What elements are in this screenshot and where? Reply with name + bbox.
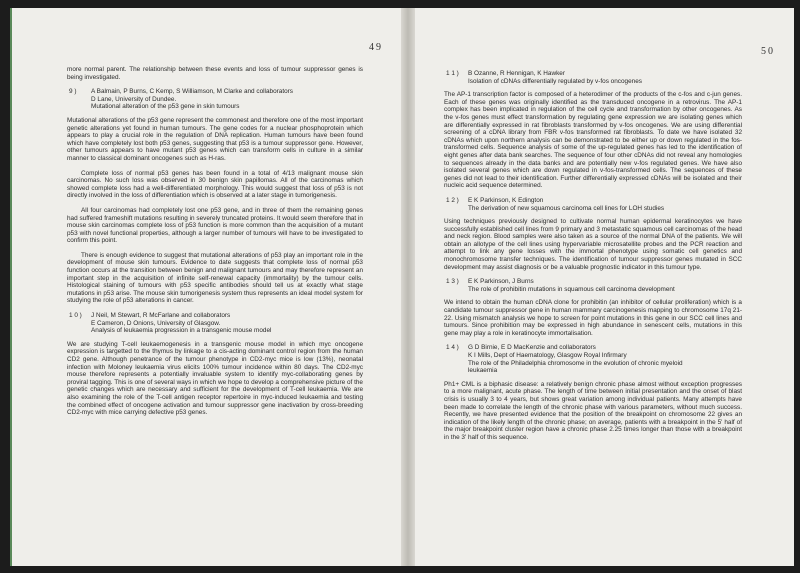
paragraph: more normal parent. The relationship between these events and loss of tumour suppressor genes is being investigated. xyxy=(67,66,363,81)
entry-number: 1 1 ) xyxy=(446,70,459,77)
entry-header xyxy=(67,312,363,335)
paragraph: All four carcinomas had completely lost one p53 gene, and in three of them the remaining genes had suffered frameshift mutations resulting in severely truncated proteins. It would seem therefore that in mouse skin carcinomas complete loss of p53 function is more common than the acquisition of a mutant p53 with novel functional properties, although a larger number of tumours will have to be investigated to confirm this point. xyxy=(67,206,363,245)
paragraph: Mutational alterations of the p53 gene represent the commonest and therefore one of the most important genetic alterations yet found in human tumours. The gene codes for a nuclear phosphoprotein which appears to play a crucial role in the regulation of DNA replication. Human tumours have been found which have completely lost both p53 genes, suggesting that p53 is a tumour suppressor gene. However, other tumours appears to have mutant p53 genes which can transform cells in culture in a similar manner to classical dominant oncogenes such as H-ras. xyxy=(67,116,363,162)
left-page xyxy=(12,8,401,566)
entry-header xyxy=(444,70,742,85)
paragraph: The AP-1 transcription factor is composed of a heterodimer of the products of the c-fos and c-jun genes. Each of these genes was originally identified as the transduced oncogene in a retrovirus. The AP-1 complex has been implicated in regulation of the cell cycle and transformation by other oncogenes. As the v-fos genes must effect transformation by regulating gene expression we are isolating genes which are differentially expressed in rat fibroblasts transformed by v-fos oncogenes. We are using differential screening of a cDNA library from FBR v-fos transformed rat fibroblasts. To date we have isolated 32 cDNAs which upon northern analysis can be demonstrated to be either up or down regulated in the fos-transformed cells. Sequence analysis of some of the up-regulated genes has led to the identification of eight genes after data bank searches. The sequence of four other cDNAs did not reveal any homologies to sequences already in the data banks and are potentially new v-fos regulated genes. We have also isolated several genes which are down regulated in v-fos-transformed cells. The sequences of these genes did not lead to their identification. Further differentially expressed cDNAs will be isolated and their nucleic acid sequence determined. xyxy=(444,91,742,190)
paragraph: Using techniques previously designed to cultivate normal human epidermal keratinocytes we have successfully established cell lines from 9 primary and 3 metastatic squamous cell carcinomas of the head and neck region. Blood samples were also taken as a source of the normal DNA of the patients. We will obtain an allotype of the cell lines using hypervariable microsatellite probes and the PCR reaction and attempt to link any gene losses with the immortal phenotype using somatic cell genetics and monochromosome transfer techniques. The identification of tumour suppressor genes mutated in SCC development may assist diagnosis or be a valuable prognostic indicator in this tumour type. xyxy=(444,218,742,271)
right-page xyxy=(415,8,794,566)
entry-header xyxy=(444,344,742,374)
book-spread xyxy=(10,8,794,566)
entry-number: 1 4 ) xyxy=(446,344,459,352)
paragraph: We are studying T-cell leukaemogenesis in a transgenic mouse model in which myc oncogene expression is targetted to the thymus by linkage to a cis-acting dominant control region from the human CD2 gene. Although penetrance of the tumour phenotype in CD2-myc mice is low (13%), neonatal infection with Moloney leukaemia virus elicits 100% tumour incidence within 80 days. The CD2-myc mouse therefore represents a potentially invaluable system to identify myc-collaborating genes by proviral tagging. This is one of several ways in which we hope to develop a comprehensive picture of the genetic changes which are necessary and sufficient for the development of T-cell leukaemia. We are also examining the role of the T-cell antigen receptor repertoire in myc-induced leukaemia and testing the combined effect of oncogene activation and tumour suppressor gene inactivation by cross-breeding CD2-myc with mice carrying defective p53 genes. xyxy=(67,340,363,417)
entry-title-continued: leukaemia xyxy=(468,367,498,375)
entry-authors: B Ozanne, R Hennigan, K Hawker xyxy=(468,70,565,77)
paragraph: We intend to obtain the human cDNA clone for prohibitin (an inhibitor of cellular proliferation) which is a candidate tumour suppressor gene in human mammary carcinogenesis mapping to chromosome 17q 21-22. Using mismatch analysis we hope to screen for point mutations in this gene in our SCC cell lines and tumours. Since prohibition may be expressed in high abundance in senescent cells, mutations in this gene may play a role in keratinocyte immortalisation. xyxy=(444,299,742,337)
entry-authors: E K Parkinson, J Burns xyxy=(468,278,534,286)
entry-header xyxy=(444,278,742,293)
entry-number: 1 3 ) xyxy=(446,278,459,286)
paragraph: Complete loss of normal p53 genes has been found in a total of 4/13 malignant mouse skin carcinomas. No such loss was observed in 30 benign skin papillomas. All of the carcinomas which showed complete loss had a well-differentiated morphology. This would suggest that loss of p53 is not directly involved in the loss of differentiation which is observed at a later stage in tumorigenesis. xyxy=(67,169,363,200)
entry-authors: E K Parkinson, K Edington xyxy=(468,196,544,204)
entry-number: 9 ) xyxy=(69,88,77,96)
paragraph: Ph1+ CML is a biphasic disease: a relatively benign chronic phase almost without exception progresses to a more malignant, acute phase. The length of time between initial presentation and the onset of blast crisis is usually 3 to 4 years, but shows great variation among individual patients. Many attempts have been made to correlate the length of the chronic phase with various parameters, without much success. Recently, we have presented evidence that the position of the breakpoint on chromosome 22 gives an indication of the likely length of the chronic phase; on average, patients with a breakpoint in the 5' half of the major breakpoint cluster region have a chronic phase 2.25 times longer than those with a breakpoint in the 3' half of this sequence. xyxy=(444,380,742,441)
entry-title: Mutational alteration of the p53 gene in skin tumours xyxy=(91,103,240,111)
text-column xyxy=(67,66,363,424)
entry-authors: A Balmain, P Burns, C Kemp, S Williamson, M Clarke and collaborators xyxy=(91,88,293,96)
entry-affiliation: D Lane, University of Dundee. xyxy=(91,95,177,103)
entry-number: 1 2 ) xyxy=(446,196,459,204)
text-column xyxy=(444,70,742,449)
paragraph: There is enough evidence to suggest that mutational alterations of p53 play an important role in the development of mouse skin tumours. Evidence to date suggests that complete loss of normal p53 function occurs at the transition between benign and malignant tumours and may therefore represent an important step in the acquisition of infinite self-renewal capacity (immortality) by the tumour cells. Histological staining of tumours with p53 specific antibodies should tell us at exactly what stage mutations in p53 arise. The mouse skin tumorigenesis system thus represents an ideal model system for studying the role of p53 alterations in cancer. xyxy=(67,251,363,305)
entry-header xyxy=(67,88,363,111)
entry-number: 1 0 ) xyxy=(69,312,82,320)
entry-title: The role of prohibitin mutations in squamous cell carcinoma development xyxy=(468,285,675,293)
entry-title: Isolation of cDNAs differentially regulated by v-fos oncogenes xyxy=(468,77,642,85)
book-gutter xyxy=(401,8,415,566)
entry-title: The derivation of new squamous carcinoma cell lines for LOH studies xyxy=(468,204,665,212)
entry-affiliation: E Cameron, D Onions, University of Glasgow. xyxy=(91,319,221,327)
entry-header xyxy=(444,197,742,212)
entry-affiliation: K I Mills, Dept of Haematology, Glasgow Royal Infirmary xyxy=(468,352,627,359)
entry-authors: G D Birnie, E D MacKenzie and collaborators xyxy=(468,344,596,352)
entry-authors: J Neil, M Stewart, R McFarlane and collaborators xyxy=(91,312,231,320)
page-number: 50 xyxy=(761,46,775,57)
entry-title: Analysis of leukaemia progression in a transgenic mouse model xyxy=(91,327,272,335)
entry-title: The role of the Philadelphia chromosome in the evolution of chronic myeloid xyxy=(468,359,683,367)
page-number: 49 xyxy=(369,42,383,53)
